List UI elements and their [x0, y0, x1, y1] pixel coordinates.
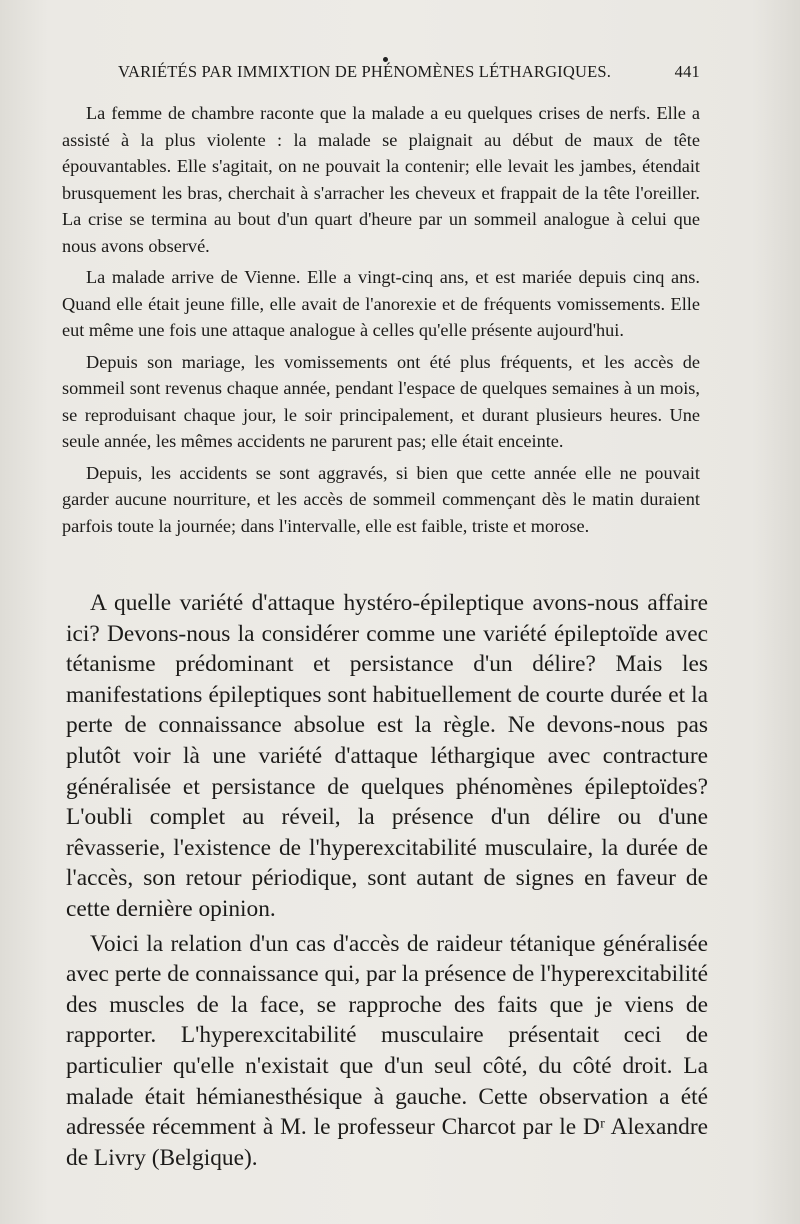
running-title: VARIÉTÉS PAR IMMIXTION DE PHÉNOMÈNES LÉTHARGIQUES. [118, 62, 612, 81]
main-text [66, 588, 708, 1177]
page-number: 441 [674, 62, 700, 81]
paragraph: La femme de chambre raconte que la malade a eu quelques crises de nerfs. Elle a assisté à la plus violente : la malade se plaignait au début de maux de tête épouvantables. Elle s'agitait, on ne pouvait la contenir; elle levait les jambes, étendait brusquement les bras, cherchait à s'arracher les cheveux et frappait de la tête l'oreiller. La crise se termina au bout d'un quart d'heure par un sommeil analogue à celui que nous avons observé. [62, 103, 700, 256]
paragraph: La malade arrive de Vienne. Elle a vingt-cinq ans, et est mariée depuis cinq ans. Quand elle était jeune fille, elle avait de l'anorexie et de fréquents vomissements. Elle eut même une fois une attaque analogue à celles qu'elle présente aujourd'hui. [62, 267, 700, 340]
paragraph: Depuis son mariage, les vomissements ont été plus fréquents, et les accès de sommeil sont revenus chaque année, pendant l'espace de quelques semaines à un mois, se reproduisant chaque jour, le soir principalement, et durant plusieurs heures. Une seule année, les mêmes accidents ne parurent pas; elle était enceinte. [62, 351, 700, 451]
paragraph: A quelle variété d'attaque hystéro-épileptique avons-nous affaire ici? Devons-nous la considérer comme une variété épileptoïde avec tétanisme prédominant et persistance d'un délire? Mais les manifestations épileptiques sont habituellement de courte durée et la perte de connaissance absolue est la règle. Ne devons-nous pas plutôt voir là une variété d'attaque léthargique avec contracture généralisée et persistance de quelques phénomènes épileptoïdes? L'oubli complet au réveil, la présence d'un délire ou d'une rêvasserie, l'existence de l'hyperexcitabilité musculaire, la durée de l'accès, son retour périodique, sont autant de signes en faveur de cette dernière opinion. [66, 590, 708, 922]
running-header [118, 62, 700, 82]
paragraph: Depuis, les accidents se sont aggravés, si bien que cette année elle ne pouvait garder aucune nourriture, et les accès de sommeil commençant dès le matin duraient parfois toute la journée; dans l'intervalle, elle est faible, triste et morose. [62, 462, 700, 536]
case-notes [62, 100, 700, 544]
paragraph: Voici la relation d'un cas d'accès de raideur tétanique généralisée avec perte de connaissance qui, par la présence de l'hyperexcitabilité des muscles de la face, se rapproche des faits que je viens de rapporter. L'hyperexcitabilité musculaire présentait ceci de particulier qu'elle n'existait que d'un seul côté, du côté droit. La malade était hémianesthésique à gauche. Cette observation a été adressée récemment à M. le professeur Charcot par le Dʳ Alexandre de Livry (Belgique). [66, 930, 708, 1171]
